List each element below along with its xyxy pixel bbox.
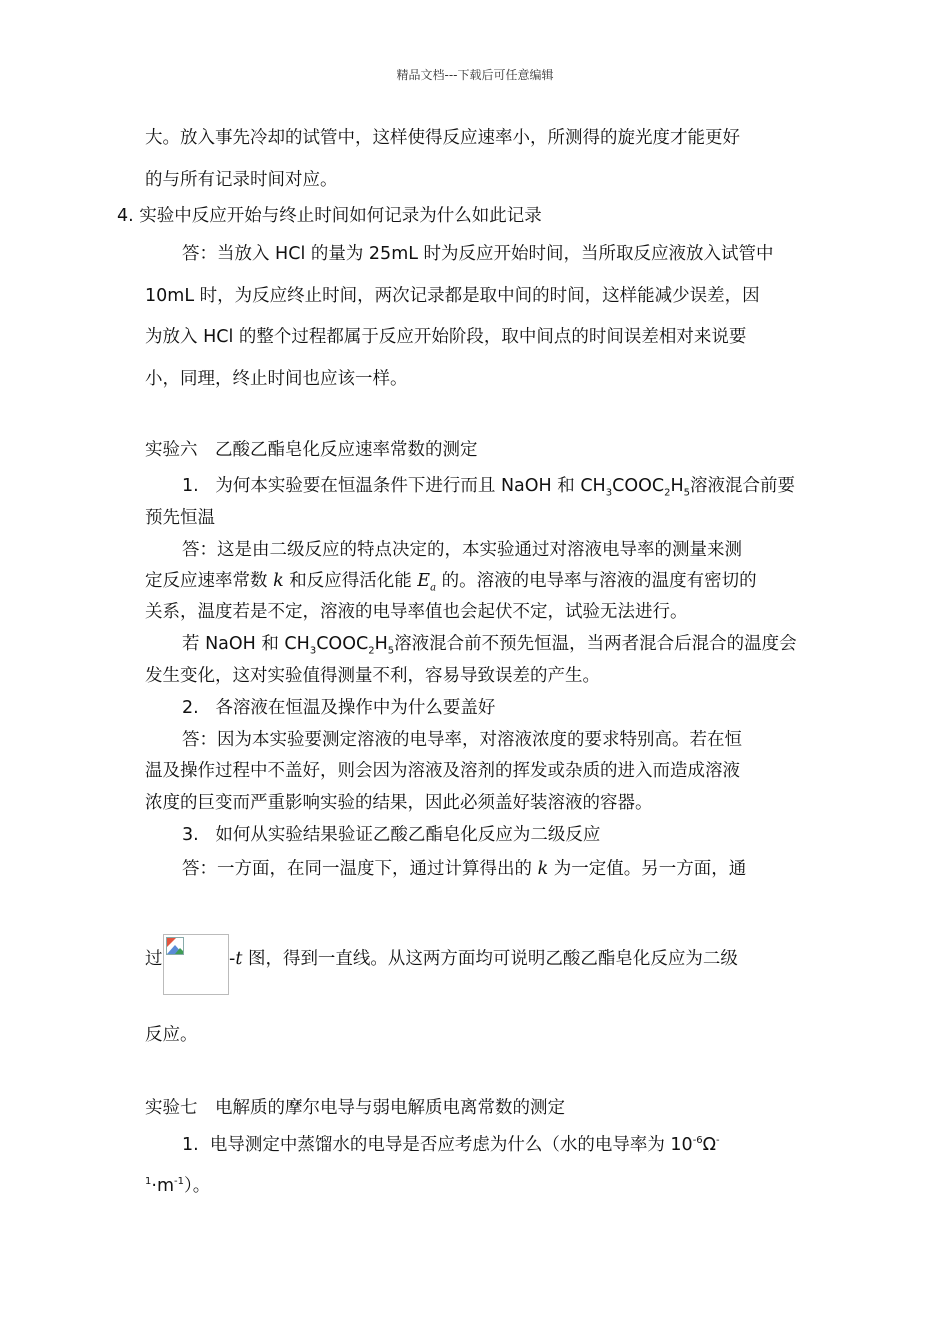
question-text: 实验中反应开始与终止时间如何记录为什么如此记录 [139,206,542,226]
text-line: 温及操作过程中不盖好，则会因为溶液及溶剂的挥发或杂质的进入而造成溶液 [145,761,740,781]
text-line: 答：当放入 HCl 的量为 25mL 时为反应开始时间，当所取反应液放入试管中 [182,244,774,264]
text-line: 答：因为本实验要测定溶液的电导率，对溶液浓度的要求特别高。若在恒 [182,730,742,750]
question-number: 1. [182,476,199,496]
question-number: 2. [182,698,199,718]
exp6-question-1 [182,474,795,498]
question-text: 如何从实验结果验证乙酸乙酯皂化反应为二级反应 [215,825,601,845]
exp7-question-1 [182,1133,720,1157]
text-line [145,1174,210,1198]
text: 和反应得活化能 [283,571,418,591]
superscript: - [716,1135,720,1147]
unit: Ω [702,1135,717,1155]
text: 为一定值。另一方面，通 [548,859,747,879]
symbol-k: k [537,859,549,879]
formula-part: H [670,476,684,496]
text-line: 小，同理，终止时间也应该一样。 [145,369,408,389]
text-line: 反应。 [145,1025,198,1045]
text-line [229,947,738,971]
text-line [182,857,746,881]
subscript: 2 [368,645,375,657]
subscript: 3 [605,487,613,499]
unit: ·m [151,1176,174,1196]
text-line: 的与所有记录时间对应。 [145,170,338,190]
text-line: 为放入 HCl 的整个过程都属于反应开始阶段，取中间点的时间误差相对来说要 [145,327,747,347]
superscript: 1 [145,1176,152,1188]
text-line: 关系，温度若是不定，溶液的电导率值也会起伏不定，试验无法进行。 [145,602,688,622]
exp6-question-2 [182,696,495,720]
text-line: 10mL 时，为反应终止时间，两次记录都是取中间的时间，这样能减少误差，因 [145,286,760,306]
subscript: 3 [309,645,317,657]
text-line: 预先恒温 [145,508,215,528]
superscript: -6 [692,1135,703,1147]
formula-part: H [374,634,388,654]
question-number: 3. [182,825,199,845]
subscript: 5 [387,645,395,657]
question-text: 各溶液在恒温及操作中为什么要盖好 [215,698,496,718]
text-line: 答：这是由二级反应的特点决定的，本实验通过对溶液电导率的测量来测 [182,540,742,560]
section-title-exp6: 实验六 乙酸乙酯皂化反应速率常数的测定 [145,440,478,460]
text: 图，得到一直线。从这两方面均可说明乙酸乙酯皂化反应为二级 [242,949,738,969]
subscript: a [430,582,437,594]
question-text: 为何本实验要在恒温条件下进行而且 NaOH 和 CH [215,476,606,496]
broken-image-icon [166,937,184,955]
section-title-exp7: 实验七 电解质的摩尔电导与弱电解质电离常数的测定 [145,1098,565,1118]
text: 定反应速率常数 [145,571,274,591]
subscript: 2 [664,487,671,499]
superscript: -1 [174,1176,184,1188]
broken-image-placeholder [163,934,229,995]
text-line [182,632,797,656]
question-text: 电导测定中蒸馏水的电导是否应考虑为什么（水的电导率为 10 [209,1135,693,1155]
formula-part: COOC [316,634,369,654]
question-number: 4. [117,206,134,226]
text: 溶液混合前不预先恒温，当两者混合后混合的温度会 [394,634,797,654]
exp6-question-3 [182,823,600,847]
symbol-E: E [417,571,431,591]
text: ）。 [183,1176,211,1196]
question-number: 1. [182,1135,199,1155]
symbol-t: t [235,949,243,969]
formula-part: COOC [612,476,665,496]
text-line: 浓度的巨变而严重影响实验的结果，因此必须盖好装溶液的容器。 [145,793,653,813]
subscript: 5 [683,487,691,499]
text-line: 大。放入事先冷却的试管中，这样使得反应速率小，所测得的旋光度才能更好 [145,128,740,148]
symbol-k: k [273,571,284,591]
text: 过 [145,949,163,969]
text: 答：一方面，在同一温度下，通过计算得出的 [182,859,538,879]
text: - [229,949,236,969]
text-line [145,569,757,593]
page-header: 精品文档---下载后可任意编辑 [396,68,554,82]
text-line: 发生变化，这对实验值得测量不利，容易导致误差的产生。 [145,666,600,686]
text: 若 NaOH 和 CH [182,634,310,654]
question-4 [117,204,542,228]
text: 的。溶液的电导率与溶液的温度有密切的 [436,571,757,591]
question-text: 溶液混合前要 [690,476,796,496]
